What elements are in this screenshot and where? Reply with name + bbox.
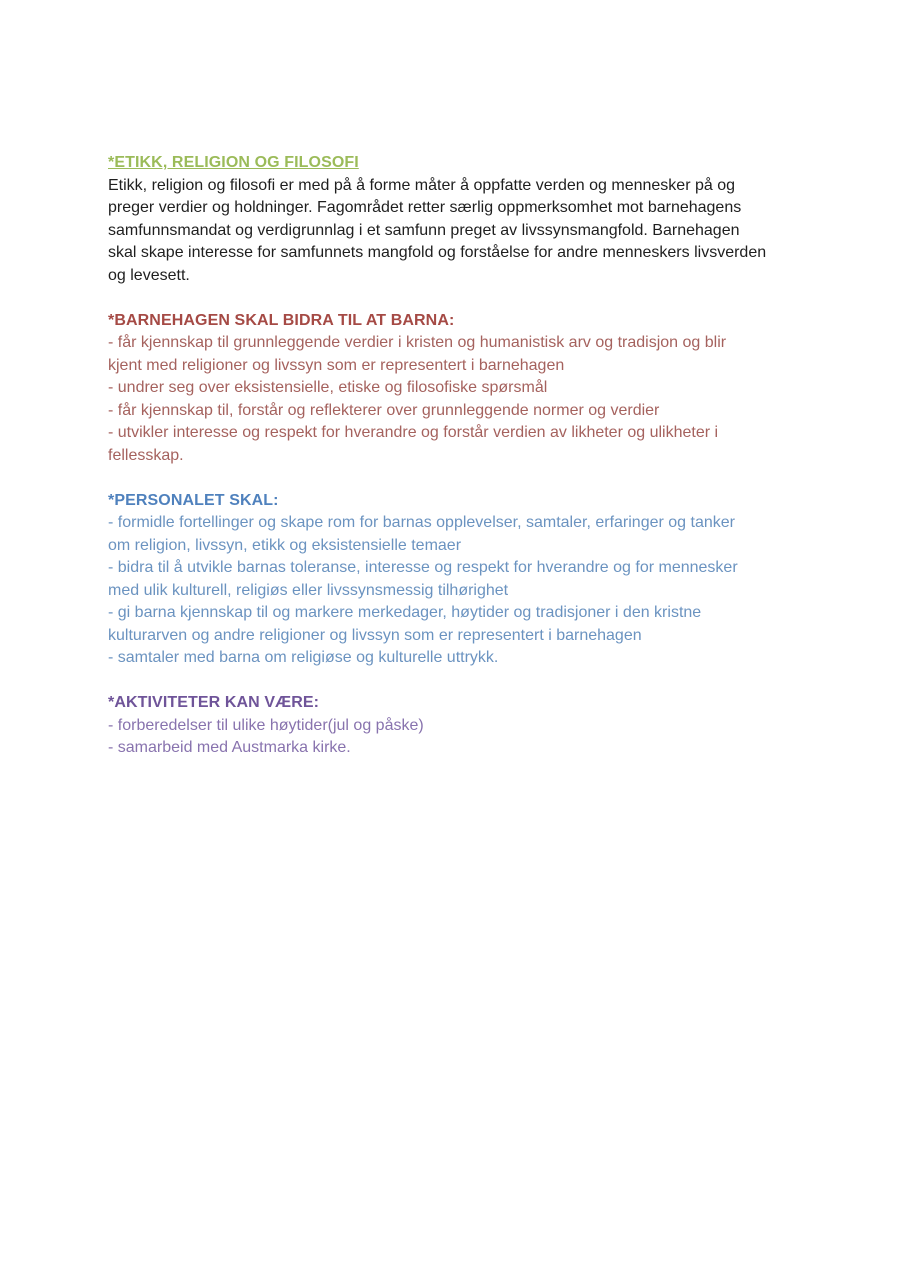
section-heading: *BARNEHAGEN SKAL BIDRA TIL AT BARNA:	[108, 311, 455, 329]
section-heading: *PERSONALET SKAL:	[108, 491, 279, 509]
text-line: med ulik kulturell, religiøs eller livssynsmessig tilhørighet	[108, 581, 509, 599]
section-heading: *AKTIVITETER KAN VÆRE:	[108, 694, 320, 711]
text-line: - undrer seg over eksistensielle, etiske og filosofiske spørsmål	[108, 379, 548, 396]
text-line: fellesskap.	[108, 446, 184, 464]
section-barnehagen-skal-bidra-til-at-barna	[108, 310, 808, 468]
text-line: samfunnsmandat og verdigrunnlag i et samfunn preget av livssynsmangfold. Barnehagen	[108, 221, 740, 239]
text-line: - samtaler med barna om religiøse og kulturelle uttrykk.	[108, 649, 499, 666]
text-line: kjent med religioner og livssyn som er representert i barnehagen	[108, 356, 565, 374]
text-line: skal skape interesse for samfunnets mangfold og forståelse for andre menneskers livsverden	[108, 244, 767, 261]
text-line: - bidra til å utvikle barnas toleranse, interesse og respekt for hverandre og for mennesker	[108, 559, 738, 576]
text-line: - utvikler interesse og respekt for hverandre og forstår verdien av likheter og ulikheter i	[108, 424, 719, 441]
text-line: - får kjennskap til, forstår og reflekterer over grunnleggende normer og verdier	[108, 401, 660, 419]
section-personalet-skal	[108, 490, 808, 670]
text-line: - formidle fortellinger og skape rom for barnas opplevelser, samtaler, erfaringer og tanker	[108, 514, 735, 531]
text-line: - samarbeid med Austmarka kirke.	[108, 739, 351, 756]
section-aktiviteter-kan-vaere	[108, 692, 808, 760]
text-line: kulturarven og andre religioner og livssyn som er representert i barnehagen	[108, 626, 642, 644]
text-line: - får kjennskap til grunnleggende verdier i kristen og humanistisk arv og tradisjon og blir	[108, 334, 727, 351]
document-content	[108, 152, 808, 782]
section-heading: *ETIKK, RELIGION OG FILOSOFI	[108, 154, 359, 171]
text-line: om religion, livssyn, etikk og eksistensielle temaer	[108, 536, 462, 554]
text-line: Etikk, religion og filosofi er med på å forme måter å oppfatte verden og mennesker på og	[108, 176, 736, 194]
section-etikk-religion-og-filosofi	[108, 152, 808, 287]
text-line: preger verdier og holdninger. Fagområdet retter særlig oppmerksomhet mot barnehagens	[108, 199, 742, 216]
text-line: og levesett.	[108, 266, 190, 284]
text-line: - forberedelser til ulike høytider(jul og påske)	[108, 716, 424, 734]
text-line: - gi barna kjennskap til og markere merkedager, høytider og tradisjoner i den kristne	[108, 604, 702, 621]
